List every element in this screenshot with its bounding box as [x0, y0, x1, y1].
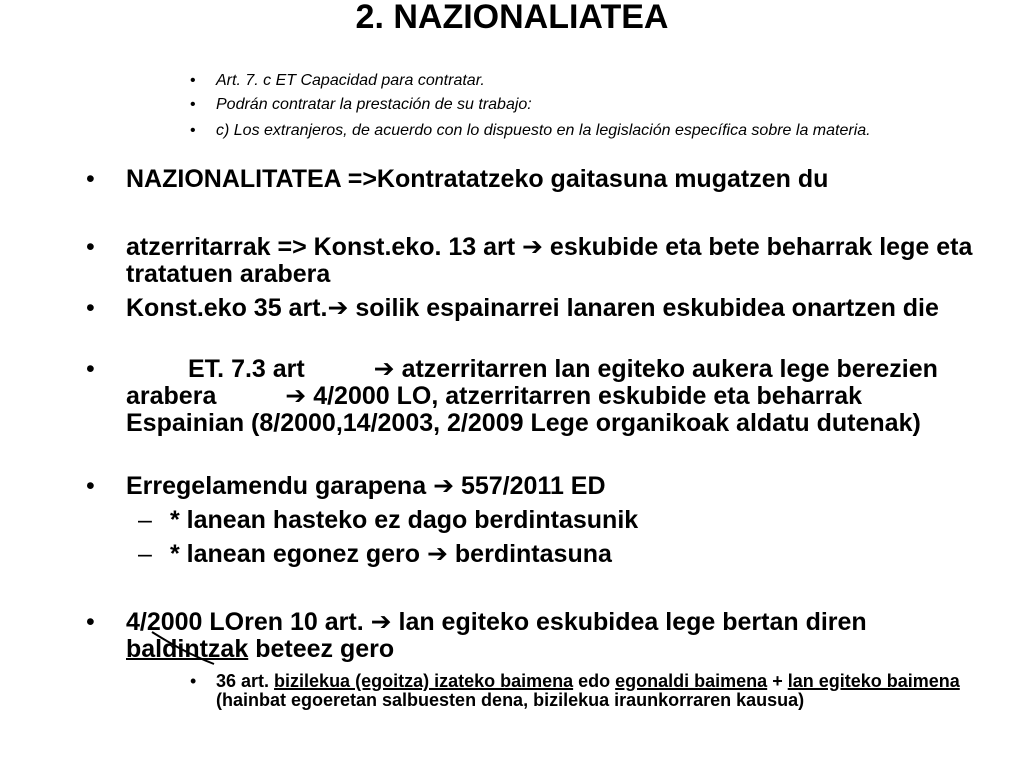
underlined-text: egonaldi baimena — [615, 671, 768, 691]
list-item — [86, 295, 966, 322]
list-item — [86, 356, 986, 437]
list-item — [86, 166, 986, 193]
text-segment: berdintasuna — [447, 540, 612, 568]
arrow-right-icon: ➔ — [285, 382, 307, 410]
list-item — [190, 96, 970, 114]
dash-icon: – — [138, 540, 152, 568]
arrow-right-icon: ➔ — [370, 608, 392, 636]
text-segment: 557/2011 ED — [454, 472, 606, 500]
list-item-text: * lanean hasteko ez dago berdintasunik — [170, 506, 639, 534]
underlined-text: lan egiteko baimena — [787, 671, 960, 691]
list-item — [138, 541, 938, 568]
bullet-icon: • — [86, 608, 95, 636]
bullet-icon: • — [86, 233, 95, 261]
bullet-icon: • — [86, 294, 95, 322]
list-item — [86, 609, 986, 663]
list-item-text — [126, 473, 606, 500]
text-segment: atzerritarren lan egiteko aukera lege berezien arabera — [126, 355, 938, 410]
list-item-text — [126, 234, 996, 288]
list-item-text — [216, 672, 970, 710]
text-segment: * lanean egonez gero — [170, 540, 428, 568]
text-segment: atzerritarrak => Konst.eko. 13 art — [126, 233, 523, 261]
text-segment: 36 art. — [216, 671, 275, 691]
arrow-right-icon: ➔ — [327, 294, 349, 322]
bullet-icon: • — [86, 165, 95, 193]
text-segment: + — [767, 671, 788, 691]
text-segment: ET. 7.3 art — [188, 355, 312, 383]
bullet-icon: • — [190, 122, 196, 139]
arrow-right-icon: ➔ — [373, 355, 395, 383]
text-segment: lan egiteko eskubidea lege bertan diren — [391, 608, 867, 636]
dash-icon: – — [138, 506, 152, 534]
list-item — [86, 473, 986, 500]
list-item — [190, 72, 970, 90]
list-item-text — [126, 609, 986, 663]
bullet-icon: • — [190, 96, 196, 113]
arrow-right-icon: ➔ — [522, 233, 543, 261]
bullet-icon: • — [86, 355, 95, 383]
text-segment: (hainbat egoeretan salbuesten dena, bizilekua iraunkorraren kausua) — [216, 690, 805, 710]
underlined-text: baldintzak — [126, 635, 249, 663]
underlined-text: bizilekua (egoitza) izateko baimena — [274, 671, 574, 691]
list-item-text — [126, 295, 939, 322]
annotation-stroke — [148, 628, 220, 668]
arrow-right-icon: ➔ — [427, 540, 448, 568]
bullet-icon: • — [86, 472, 95, 500]
bullet-icon: • — [190, 72, 196, 89]
text-segment: Konst.eko 35 art. — [126, 294, 328, 322]
slide-title: 2. NAZIONALIATEA — [355, 0, 669, 36]
text-segment: beteez gero — [248, 635, 395, 663]
list-item — [86, 234, 996, 288]
text-segment: Erregelamendu garapena — [126, 472, 434, 500]
list-item — [190, 672, 970, 710]
list-item-text: Podrán contratar la prestación de su trabajo: — [216, 96, 532, 113]
list-item-text: c) Los extranjeros, de acuerdo con lo dispuesto en la legislación específica sobre la materia. — [216, 122, 871, 139]
list-item-text — [126, 356, 986, 437]
list-item — [138, 507, 938, 534]
text-segment: 4/2000 LOren 10 art. — [126, 608, 371, 636]
text-segment: soilik espainarrei lanaren eskubidea onartzen die — [348, 294, 939, 322]
list-item-text: NAZIONALITATEA =>Kontratatzeko gaitasuna mugatzen du — [126, 165, 829, 193]
arrow-right-icon: ➔ — [433, 472, 455, 500]
list-item-text — [170, 541, 612, 568]
text-segment: edo — [573, 671, 616, 691]
list-item — [190, 122, 970, 140]
bullet-icon: • — [190, 671, 197, 691]
text-segment: eskubide eta bete beharrak lege eta tratatuen arabera — [126, 233, 973, 288]
text-segment: 4/2000 LO, atzerritarren eskubide eta beharrak Espainian (8/2000,14/2003, 2/2009 Lege organikoak aldatu dutenak) — [126, 382, 921, 437]
list-item-text: Art. 7. c ET Capacidad para contratar. — [216, 72, 485, 89]
